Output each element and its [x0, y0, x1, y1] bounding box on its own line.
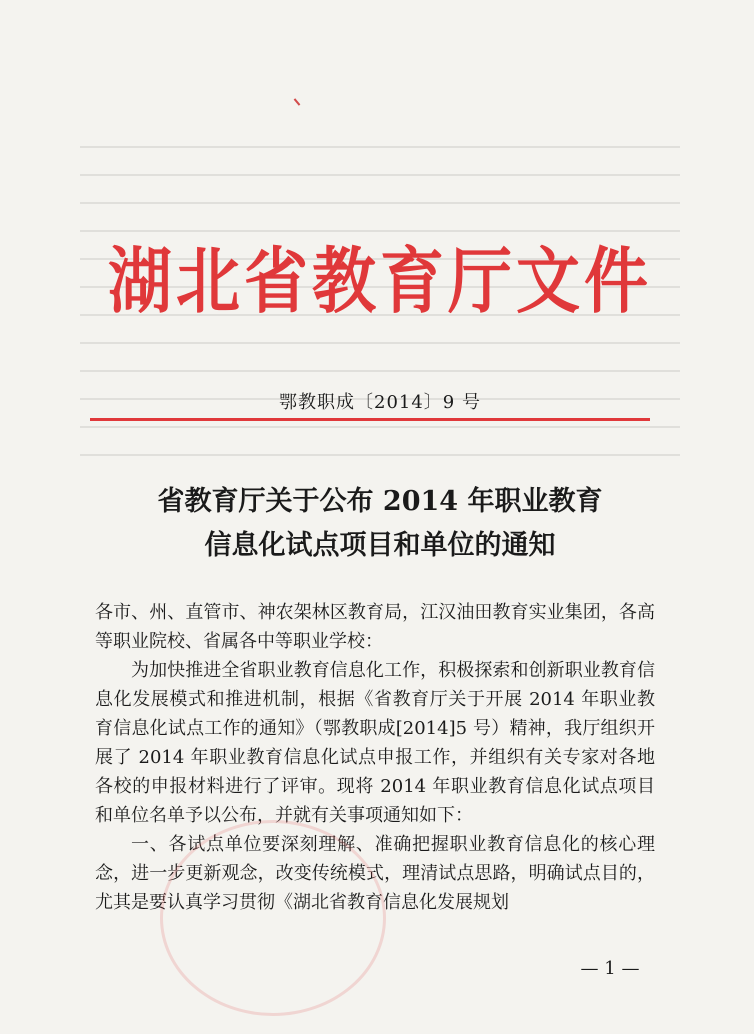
red-divider-line: [90, 418, 650, 421]
body-paragraph: 一、各试点单位要深刻理解、准确把握职业教育信息化的核心理念，进一步更新观念，改变传统模式，理清试点思路，明确试点目的，尤其是要认真学习贯彻《湖北省教育信息化发展规划: [95, 834, 655, 913]
notice-title: [80, 480, 680, 568]
notice-title-line-1: 省教育厅关于公布 2014 年职业教育: [157, 486, 603, 517]
red-mark: [294, 98, 301, 105]
page-number: — 1 —: [580, 958, 640, 979]
document-header-title: 湖北省教育厅文件: [108, 240, 652, 325]
body-paragraph: 为加快推进全省职业教育信息化工作，积极探索和创新职业教育信息化发展模式和推进机制，根据《省教育厅关于开展 2014 年职业教育信息化试点工作的通知》（鄂教职成[2014]5 号）精神，我厅组织开展了 2014 年职业教育信息化试点申报工作，并组织有关专家对各地各校的申报材料进行了评审。现将 2014 年职业教育信息化试点项目和单位名单予以公布，并就有关事项通知如下：: [95, 660, 655, 826]
notice-title-line-2: 信息化试点项目和单位的通知: [204, 530, 556, 561]
recipients: 各市、州、直管市、神农架林区教育局，江汉油田教育实业集团，各高等职业院校、省属各中等职业学校：: [95, 602, 655, 652]
document-number: 鄂教职成〔2014〕9 号: [279, 392, 481, 413]
document-body: [95, 598, 655, 917]
